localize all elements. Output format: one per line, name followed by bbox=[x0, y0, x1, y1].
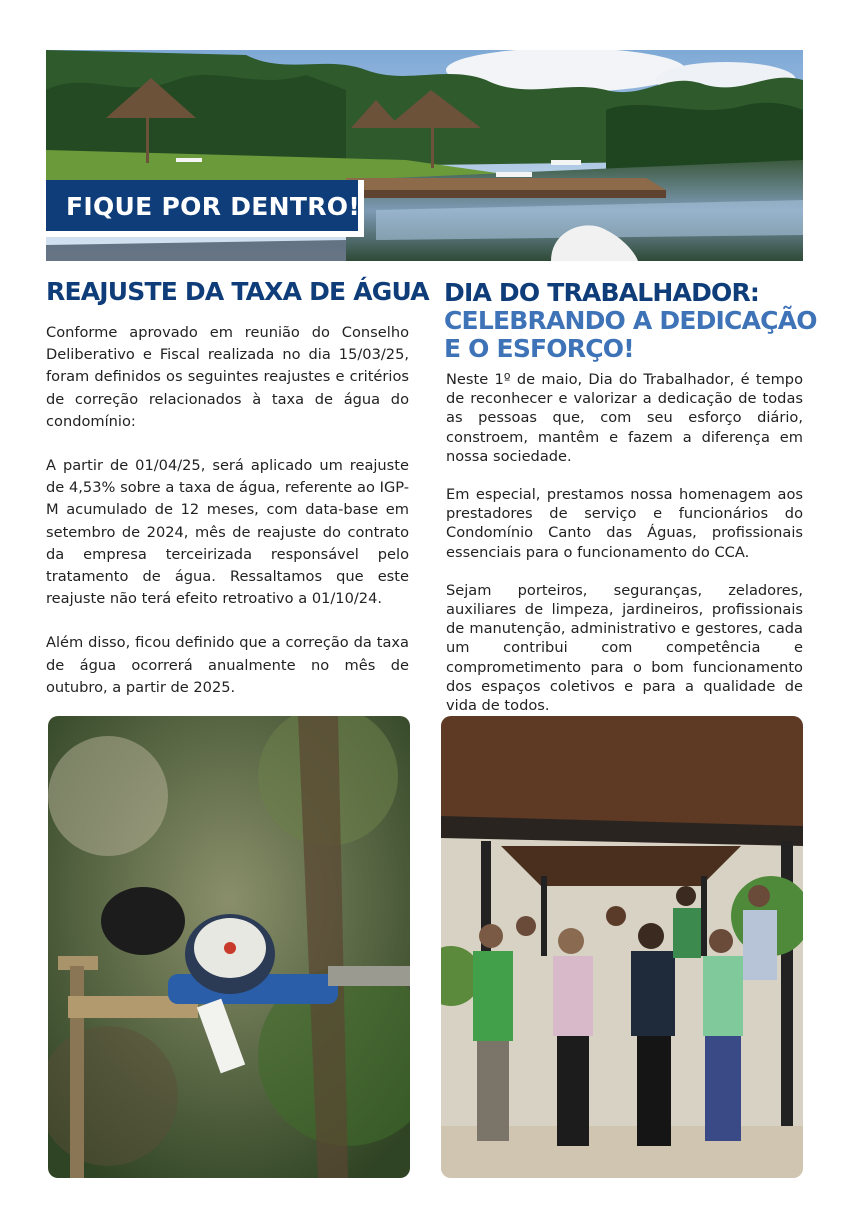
water-fee-title: REAJUSTE DA TAXA DE ÁGUA bbox=[46, 277, 429, 306]
labor-day-paragraph: Sejam porteiros, seguranças, zeladores, auxiliares de limpeza, jardineiros, profissionais de manutenção, administrativo e gestores, cada um contribui com competência e comprometimento para o bom funcionamento dos espaços coletivos e para a qualidade de vida de todos. bbox=[446, 581, 803, 715]
banner-label: FIQUE POR DENTRO! bbox=[66, 192, 361, 221]
water-fee-paragraph: Além disso, ficou definido que a correção da taxa de água ocorrerá anualmente no mês de outubro, a partir de 2025. bbox=[46, 634, 409, 696]
water-fee-paragraph: Conforme aprovado em reunião do Conselho Deliberativo e Fiscal realizada no dia 15/03/25, foram definidos os seguintes reajustes e critérios de correção relacionados à taxa de água do condomínio: bbox=[46, 324, 409, 430]
water-meter-photo bbox=[48, 716, 410, 1178]
team-group-photo bbox=[441, 716, 803, 1178]
labor-day-paragraph: Neste 1º de maio, Dia do Trabalhador, é tempo de reconhecer e valorizar a dedicação de todas as pessoas que, com seu esforço diário, constroem, mantêm e fazem a diferença em nossa sociedade. bbox=[446, 371, 803, 465]
water-fee-paragraph: A partir de 01/04/25, será aplicado um reajuste de 4,53% sobre a taxa de água, referente ao IGP-M acumulado de 12 meses, com data-base em setembro de 2024, mês de reajuste do contrato da empresa terceirizada responsável pelo tratamento de água. Ressaltamos que este reajuste não terá efeito retroativo a 01/10/24. bbox=[46, 457, 409, 608]
labor-day-title bbox=[444, 279, 824, 363]
water-fee-body bbox=[46, 322, 409, 721]
labor-day-paragraph: Em especial, prestamos nossa homenagem aos prestadores de serviço e funcionários do Condomínio Canto das Águas, profissionais essenciais para o funcionamento do CCA. bbox=[446, 486, 803, 561]
section-banner bbox=[46, 180, 364, 237]
labor-day-title-line3: E O ESFORÇO! bbox=[444, 334, 634, 363]
labor-day-title-line2: CELEBRANDO A DEDICAÇÃO bbox=[444, 306, 817, 335]
labor-day-body bbox=[446, 370, 803, 734]
labor-day-title-line1: DIA DO TRABALHADOR: bbox=[444, 278, 760, 307]
